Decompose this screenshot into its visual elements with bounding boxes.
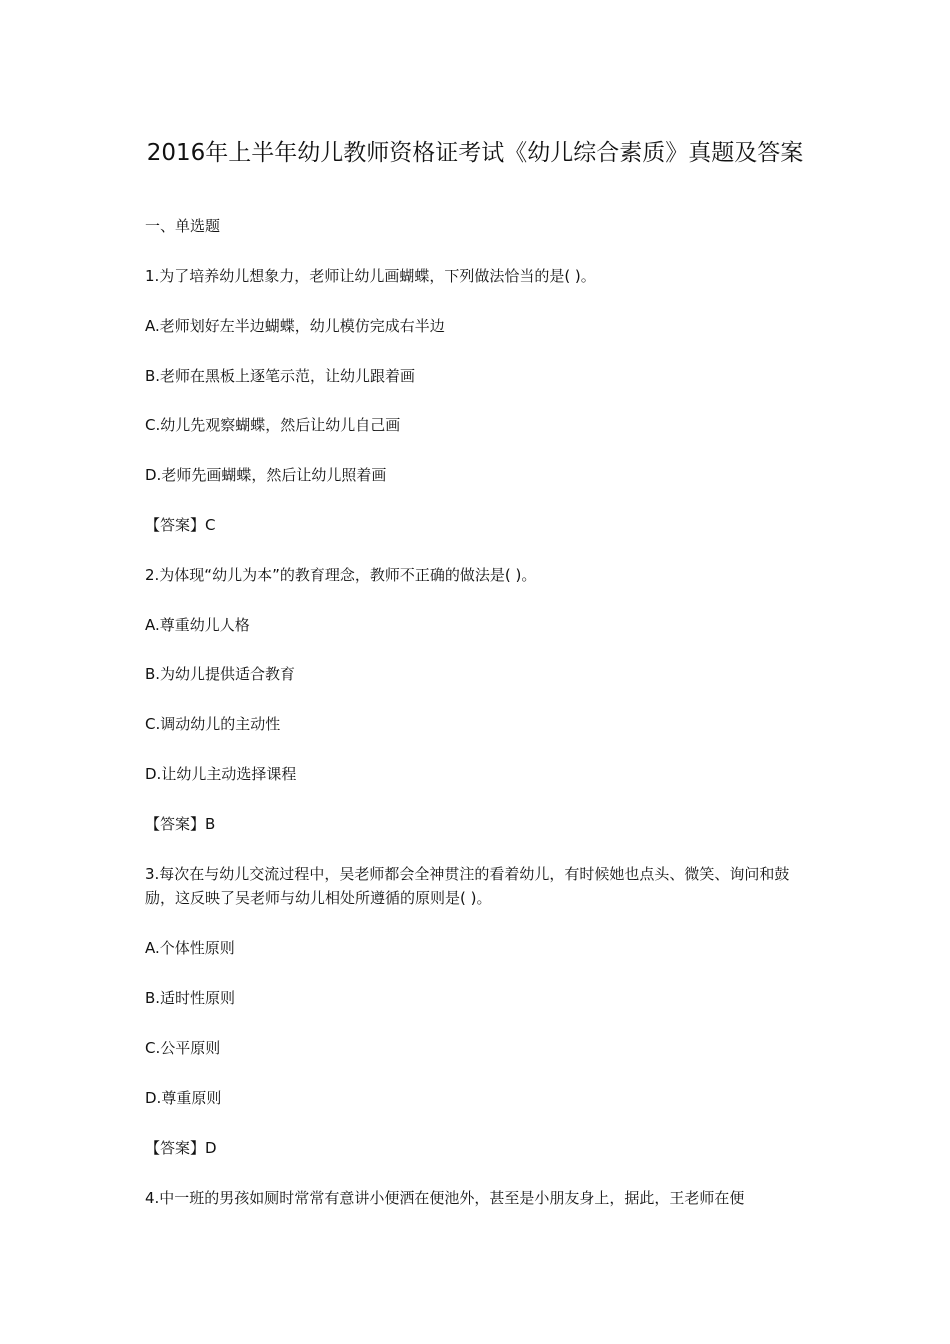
question-2-option-c: C.调动幼儿的主动性	[145, 715, 281, 733]
question-1-option-a: A.老师划好左半边蝴蝶，幼儿模仿完成右半边	[145, 317, 445, 335]
question-4-stem: 4.中一班的男孩如厕时常常有意讲小便洒在便池外，甚至是小朋友身上，据此，王老师在便	[145, 1189, 745, 1207]
question-1-stem: 1.为了培养幼儿想象力，老师让幼儿画蝴蝶，下列做法恰当的是( )。	[145, 267, 596, 285]
question-3-stem: 3.每次在与幼儿交流过程中，吴老师都会全神贯注的看着幼儿，有时候她也点头、微笑、询问和鼓励，这反映了吴老师与幼儿相处所遵循的原则是( )。	[145, 865, 790, 907]
section-heading: 一、单选题	[145, 217, 221, 235]
question-2-stem: 2.为体现“幼儿为本”的教育理念，教师不正确的做法是( )。	[145, 566, 537, 584]
question-3-answer: 【答案】D	[145, 1139, 217, 1157]
question-3-option-c: C.公平原则	[145, 1039, 221, 1057]
question-2-answer: 【答案】B	[145, 815, 216, 833]
question-1-answer: 【答案】C	[145, 516, 216, 534]
question-1-option-d: D.老师先画蝴蝶，然后让幼儿照着画	[145, 466, 387, 484]
question-3-option-d: D.尊重原则	[145, 1089, 222, 1107]
question-2-option-d: D.让幼儿主动选择课程	[145, 765, 297, 783]
question-1-option-b: B.老师在黑板上逐笔示范，让幼儿跟着画	[145, 367, 416, 385]
document-title: 2016年上半年幼儿教师资格证考试《幼儿综合素质》真题及答案	[146, 140, 804, 166]
question-2-option-b: B.为幼儿提供适合教育	[145, 665, 296, 683]
question-1-option-c: C.幼儿先观察蝴蝶，然后让幼儿自己画	[145, 416, 401, 434]
question-3-option-b: B.适时性原则	[145, 989, 236, 1007]
question-2-option-a: A.尊重幼儿人格	[145, 616, 250, 634]
question-3-option-a: A.个体性原则	[145, 939, 235, 957]
